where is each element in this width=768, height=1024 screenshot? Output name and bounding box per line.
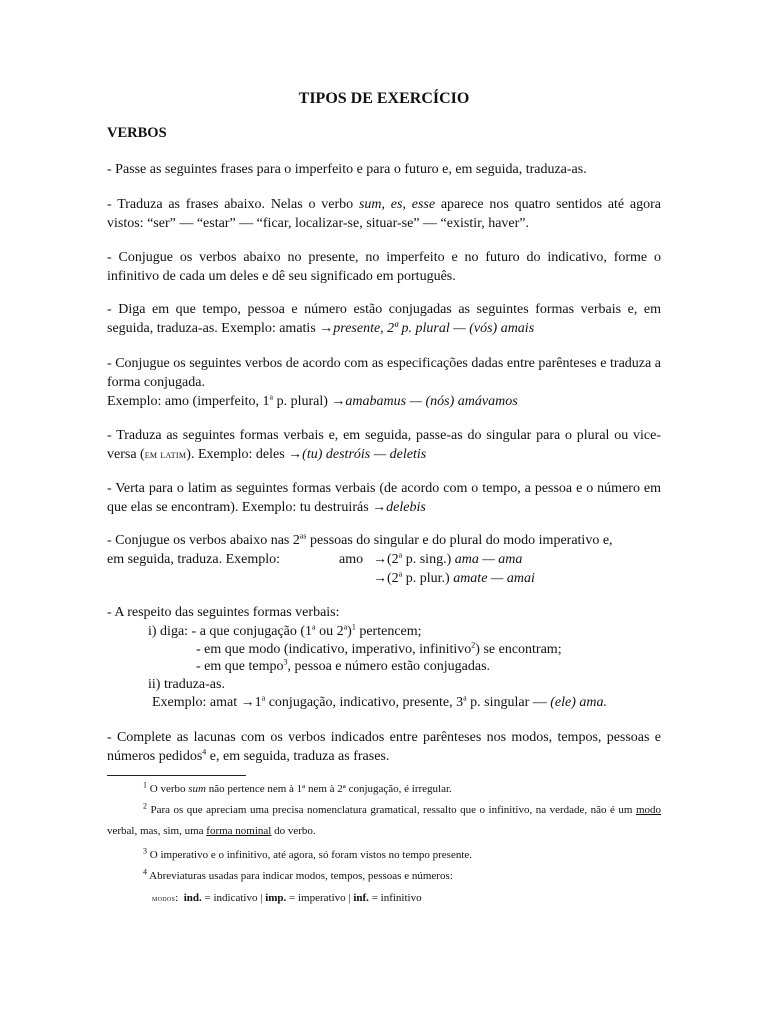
footnote-separator	[107, 775, 246, 776]
section-heading: VERBOS	[107, 125, 167, 141]
arrow-icon: →	[319, 321, 334, 336]
exercise-5: - Conjugue os seguintes verbos de acordo com as especificações dadas entre parênteses e traduza a forma conjugada. Exemplo: amo (imperfeito, 1$^a$ p. plural) →amabamus — (nós) amávamos	[107, 356, 661, 409]
example: presente, 2ª p. plural — (vós) amais	[333, 321, 535, 336]
exercise-2: - Traduza as frases abaixo. Nelas o verbo sum, es, esse aparece nos quatro sentidos até agora vistos: “ser” — “estar” — “ficar, localizar-se, situar-se” — “existir, haver”.	[107, 197, 662, 231]
example: amabamus — (nós) amávamos	[345, 394, 518, 409]
exercise-8-line-2: em seguida, traduza. Exemplo:	[107, 552, 280, 567]
exercise-8-singular: $\to(2^a$ p. sing.) ama — ama	[373, 550, 523, 567]
footnote-1: $^1$ O verbo sum não pertence nem à 1ª nem à 2ª conjugação, é irregular.	[143, 780, 452, 795]
arrow-icon: →	[373, 571, 387, 586]
arrow-icon: →	[240, 695, 255, 710]
exercise-8-plural: $\to(2^a$ p. plur.) amate — amai	[373, 569, 535, 586]
exercise-9-intro: - A respeito das seguintes formas verbais:	[107, 605, 340, 620]
exercise-6: - Traduza as seguintes formas verbais e, em seguida, passe-as do singular para o plural ou vice-versa (em latim). Exemplo: deles →(tu) destróis — deletis	[107, 428, 661, 462]
exercise-9-item-i-2: - em que modo (indicativo, imperativo, infinitivo$^2$) se encontram;	[196, 640, 562, 657]
arrow-icon: →	[372, 500, 387, 515]
footnote-2: $^2$ Para os que apreciam uma precisa nomenclatura gramatical, ressalto que o infinitivo, na verdade, não é um modo verbal, mas, sim, uma forma nominal do verbo.	[107, 801, 661, 837]
footnote-4: $^4$ Abreviaturas usadas para indicar modos, tempos, pessoas e números:	[143, 867, 453, 882]
arrow-icon: →	[288, 447, 303, 462]
arrow-icon: →	[373, 552, 387, 567]
example: (tu) destróis — deletis	[302, 447, 427, 462]
exercise-8-word: amo	[339, 552, 364, 567]
exercise-10: - Complete as lacunas com os verbos indicados entre parênteses nos modos, tempos, pessoas e números pedidos$^4$ e, em seguida, traduza as frases.	[107, 730, 661, 764]
verb-sum: sum, es, esse	[358, 197, 436, 212]
exercise-7: - Verta para o latim as seguintes formas verbais (de acordo com o tempo, a pessoa e o número em que elas se encontram). Exemplo: tu destruirás →delebis	[107, 481, 661, 515]
exercise-1: - Passe as seguintes frases para o imperfeito e para o futuro e, em seguida, traduza-as.	[107, 162, 587, 177]
footnote-3: $^3$ O imperativo e o infinitivo, até agora, só foram vistos no tempo presente.	[143, 846, 473, 861]
exercise-3: - Conjugue os verbos abaixo no presente, no imperfeito e no futuro do indicativo, forme o infinitivo de cada um deles e dê seu significado em português.	[107, 250, 661, 284]
exercise-9-item-i-3: - em que tempo$^3$, pessoa e número estão conjugadas.	[196, 657, 491, 674]
footnote-4-abbreviations: modos: ind. = indicativo | imp. = imperativo | inf. = infinitivo	[152, 892, 422, 904]
example: delebis	[386, 500, 426, 515]
exercise-8-line-1: - Conjugue os verbos abaixo nas $2^{as}$ pessoas do singular e do plural do modo imperativo e,	[107, 531, 613, 548]
page-title: TIPOS DE EXERCÍCIO	[298, 90, 470, 107]
exercise-4: - Diga em que tempo, pessoa e número estão conjugadas as seguintes formas verbais e, em seguida, traduza-as. Exemplo: amatis →presente, 2ª p. plural — (vós) amais	[107, 302, 661, 336]
exercise-9-item-ii: ii) traduza-as.	[148, 677, 225, 692]
exercise-9-item-i: i) diga: - a que conjugação (1$^a$ ou 2$^a$)$^1$ pertencem;	[148, 622, 422, 639]
exercise-9-example: Exemplo: amat $\to 1^a$ conjugação, indicativo, presente, 3$^a$ p. singular — (ele) ama.	[152, 693, 608, 710]
arrow-icon: →	[331, 394, 346, 409]
